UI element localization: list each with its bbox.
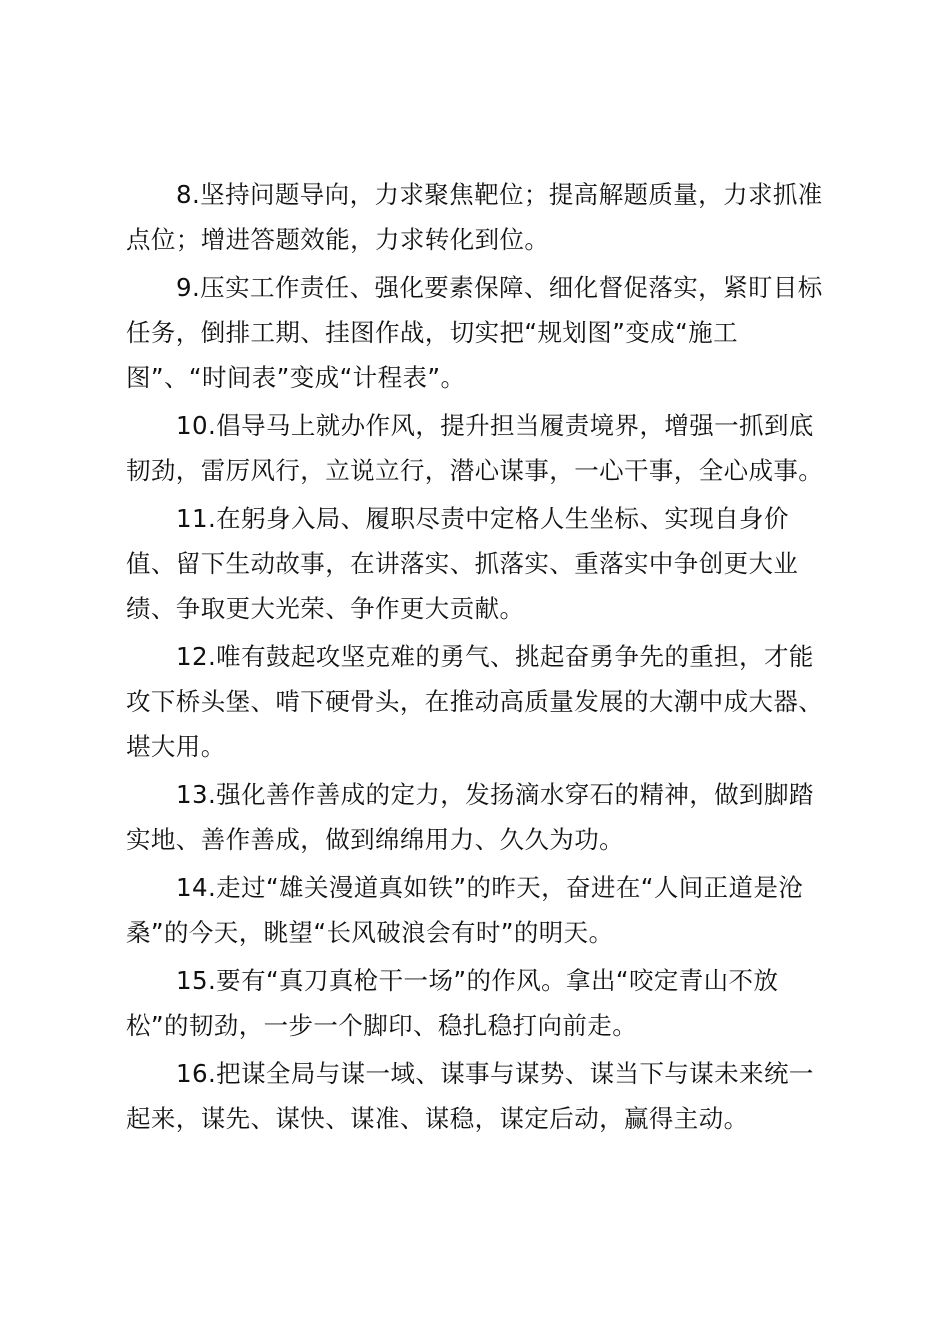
paragraph-12: 12.唯有鼓起攻坚克难的勇气、挑起奋勇争先的重担，才能攻下桥头堡、啃下硬骨头，在推动高质量发展的大潮中成大器、堪大用。 [126,642,824,761]
paragraph-9: 9.压实工作责任、强化要素保障、细化督促落实，紧盯目标任务，倒排工期、挂图作战，切实把“规划图”变成“施工 图”、“时间表”变成“计程表”。 [126,273,823,392]
paragraph-10: 10.倡导马上就办作风，提升担当履责境界，增强一抓到底韧劲，雷厉风行，立说立行，潜心谋事，一心干事，全心成事。 [126,411,824,485]
paragraph-13: 13.强化善作善成的定力，发扬滴水穿石的精神，做到脚踏实地、善作善成，做到绵绵用力、久久为功。 [126,780,814,854]
paragraph-11: 11.在躬身入局、履职尽责中定格人生坐标、实现自身价值、留下生动故事，在讲落实、抓落实、重落实中争创更大业绩、争取更大光荣、争作更大贡献。 [126,504,799,623]
document-body [126,172,826,1144]
paragraph-14: 14.走过“雄关漫道真如铁”的昨天，奋进在“人间正道是沧 桑”的今天，眺望“长风破浪会有时”的明天。 [126,873,804,947]
paragraph-8: 8.坚持问题导向，力求聚焦靶位；提高解题质量，力求抓准点位；增进答题效能，力求转化到位。 [126,180,823,254]
paragraph-16: 16.把谋全局与谋一域、谋事与谋势、谋当下与谋未来统一起来，谋先、谋快、谋准、谋稳，谋定后动，赢得主动。 [126,1059,814,1133]
paragraph-15: 15.要有“真刀真枪干一场”的作风。拿出“咬定青山不放 松”的韧劲，一步一个脚印、稳扎稳打向前走。 [126,966,779,1040]
